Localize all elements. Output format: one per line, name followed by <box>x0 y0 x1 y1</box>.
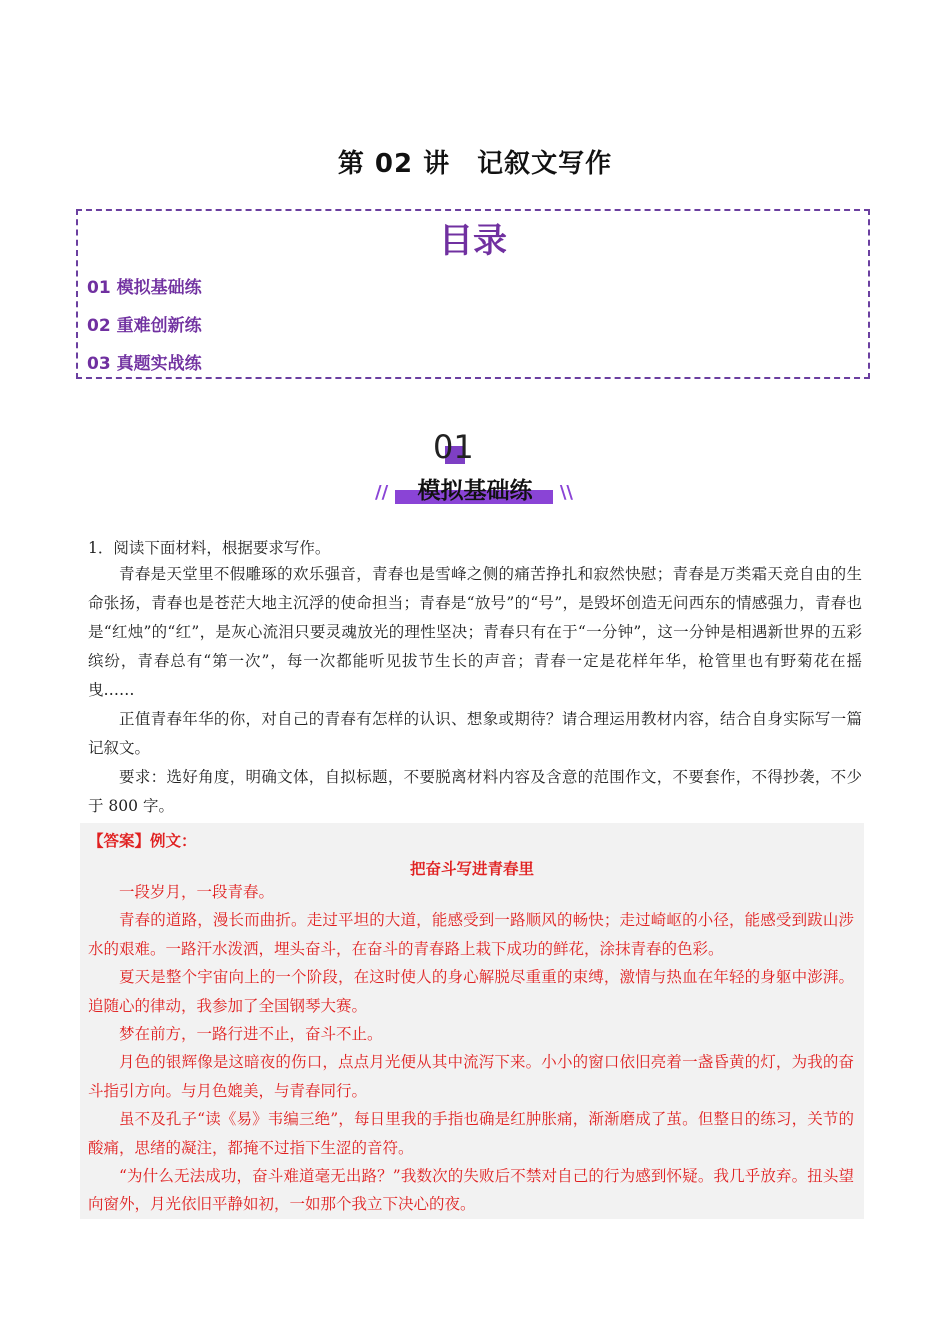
table-of-contents <box>76 209 870 379</box>
section-number: 01 <box>433 428 474 466</box>
slash-decoration-left: // <box>375 482 389 503</box>
essay-paragraph: 夏天是整个宇宙向上的一个阶段，在这时使人的身心解脱尽重重的束缚，激情与热血在年轻的身躯中澎湃。追随心的律动，我参加了全国钢琴大赛。 <box>88 968 854 1015</box>
essay-paragraph: 一段岁月，一段青春。 <box>119 883 275 901</box>
toc-item-1[interactable]: 01 模拟基础练 <box>87 278 202 298</box>
section-label: 模拟基础练 <box>417 478 533 504</box>
toc-heading: 目录 <box>439 221 507 261</box>
essay-paragraph: 虽不及孔子“读《易》韦编三绝”，每日里我的手指也确是红肿胀痛，渐渐磨成了茧。但整日的练习，关节的酸痛，思绪的凝注，都掩不过指下生涩的音符。 <box>88 1110 854 1157</box>
material-paragraph: 青春是天堂里不假雕琢的欢乐强音，青春也是雪峰之侧的痛苦挣扎和寂然快慰；青春是万类霜天竞自由的生命张扬，青春也是苍茫大地主沉浮的使命担当；青春是“放号”的“号”，是毁坏创造无问西东的情感强力，青春也是“红烛”的“红”，是灰心流泪只要灵魂放光的理性坚决；青春只有在于“一分钟”，这一分钟是相遇新世界的五彩缤纷，青春总有“第一次”，每一次都能听见拔节生长的声音；青春一定是花样年华，枪管里也有野菊花在摇曳…… <box>88 565 862 699</box>
essay-body <box>88 878 854 1219</box>
page-title: 第 02 讲 记叙文写作 <box>337 149 613 179</box>
essay-paragraph: 梦在前方，一路行进不止，奋斗不止。 <box>119 1025 383 1044</box>
slash-decoration-right: \\ <box>559 482 573 503</box>
answer-tag: 【答案】例文： <box>88 831 197 850</box>
question-material <box>88 560 862 821</box>
toc-item-3[interactable]: 03 真题实战练 <box>87 354 202 374</box>
essay-paragraph: 青春的道路，漫长而曲折。走过平坦的大道，能感受到一路顺风的畅快；走过崎岖的小径，能感受到跋山涉水的艰难。一路汗水泼洒，埋头奋斗，在奋斗的青春路上栽下成功的鲜花，涂抹青春的色彩。 <box>88 911 854 958</box>
section-badge <box>375 428 575 508</box>
essay-paragraph: 月色的银辉像是这暗夜的伤口，点点月光便从其中流泻下来。小小的窗口依旧亮着一盏昏黄的灯，为我的奋斗指引方向。与月色媲美，与青春同行。 <box>88 1053 854 1100</box>
essay-title: 把奋斗写进青春里 <box>409 859 534 878</box>
requirement-paragraph: 要求：选好角度，明确文体，自拟标题，不要脱离材料内容及含意的范围作文，不要套作，不得抄袭，不少于 800 字。 <box>88 768 862 815</box>
toc-item-2[interactable]: 02 重难创新练 <box>87 316 202 336</box>
answer-box <box>80 823 864 1219</box>
task-paragraph: 正值青春年华的你，对自己的青春有怎样的认识、想象或期待？请合理运用教材内容，结合自身实际写一篇记叙文。 <box>88 710 862 757</box>
essay-paragraph: “为什么无法成功，奋斗难道毫无出路？”我数次的失败后不禁对自己的行为感到怀疑。我几乎放弃。扭头望向窗外，月光依旧平静如初，一如那个我立下决心的夜。 <box>88 1167 854 1214</box>
question-prompt: 1．阅读下面材料，根据要求写作。 <box>88 539 331 557</box>
